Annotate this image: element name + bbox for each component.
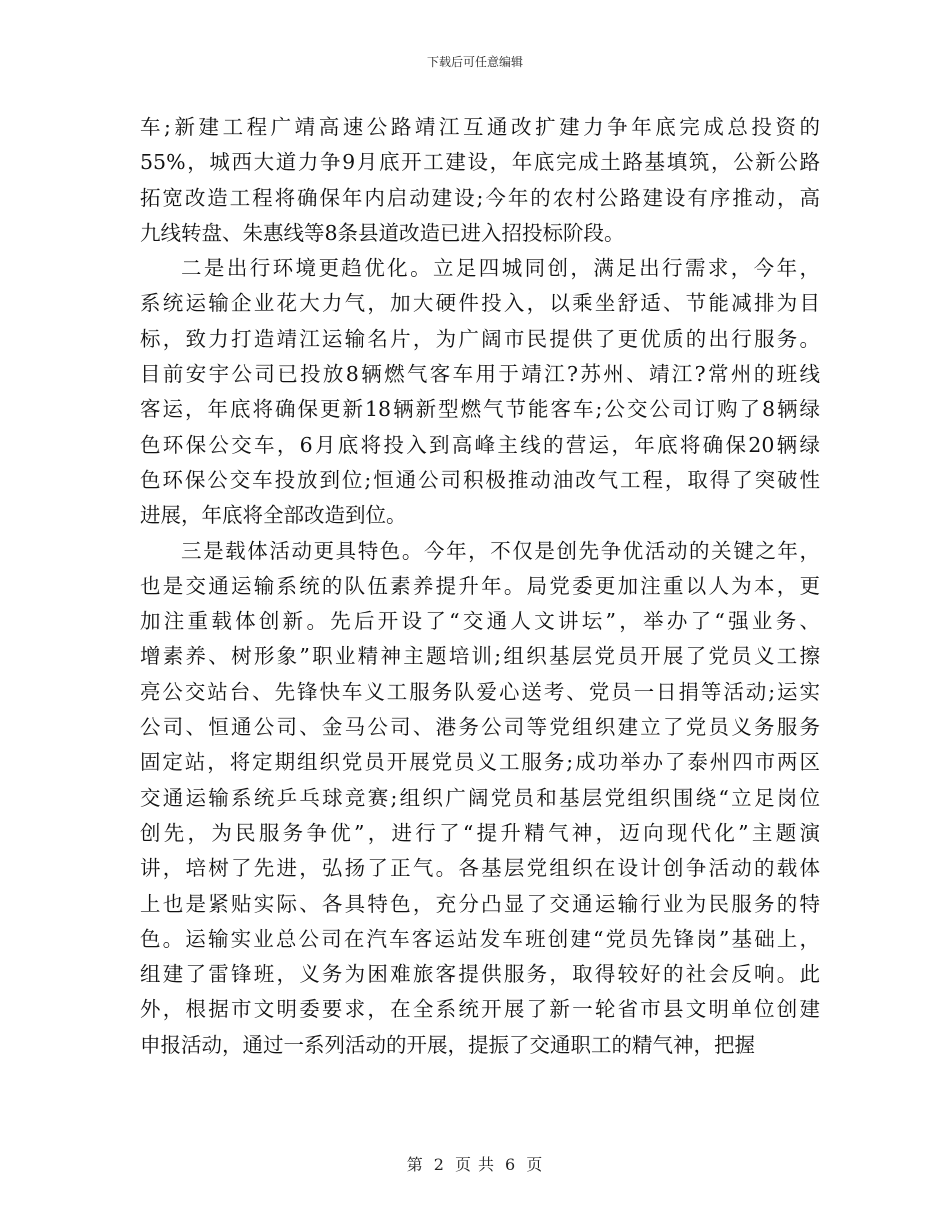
page-header: 下载后可任意编辑 — [426, 55, 523, 69]
text-line: 色环保公交车投放到位;恒通公司积极推动油改气工程，取得了突破性 — [140, 467, 820, 492]
text-line: 色。运输实业总公司在汽车客运站发车班创建“党员先锋岗”基础上， — [140, 926, 820, 951]
text-line: 标，致力打造靖江运输名片，为广阔市民提供了更优质的出行服务。 — [140, 326, 820, 351]
text-line: 系统运输企业花大力气，加大硬件投入，以乘坐舒适、节能减排为目 — [140, 291, 820, 316]
text-line: 讲，培树了先进，弘扬了正气。各基层党组织在设计创争活动的载体 — [140, 856, 820, 881]
text-line: 目前安宇公司已投放8辆燃气客车用于靖江?苏州、靖江?常州的班线 — [140, 362, 820, 387]
text-line: 亮公交站台、先锋快车义工服务队爱心送考、党员一日捐等活动;运实 — [140, 679, 820, 704]
text-line: 加注重载体创新。先后开设了“交通人文讲坛”，举办了“强业务、 — [140, 609, 820, 634]
text-line: 公司、恒通公司、金马公司、港务公司等党组织建立了党员义务服务 — [140, 715, 820, 740]
paragraph — [140, 251, 820, 533]
paragraph — [140, 110, 820, 251]
text-line: 二是出行环境更趋优化。立足四城同创，满足出行需求，今年， — [181, 256, 820, 281]
text-line: 组建了雷锋班，义务为困难旅客提供服务，取得较好的社会反响。此 — [140, 962, 820, 987]
text-line: 也是交通运输系统的队伍素养提升年。局党委更加注重以人为本，更 — [140, 573, 820, 598]
text-line: 客运，年底将确保更新18辆新型燃气节能客车;公交公司订购了8辆绿 — [140, 397, 820, 422]
text-line: 拓宽改造工程将确保年内启动建设;今年的农村公路建设有序推动，高 — [140, 185, 820, 210]
text-line: 色环保公交车，6月底将投入到高峰主线的营运，年底将确保20辆绿 — [140, 432, 820, 457]
text-line: 三是载体活动更具特色。今年，不仅是创先争优活动的关键之年， — [181, 538, 820, 563]
text-line: 上也是紧贴实际、各具特色，充分凸显了交通运输行业为民服务的特 — [140, 891, 820, 916]
text-line: 车;新建工程广靖高速公路靖江互通改扩建力争年底完成总投资的 — [140, 115, 820, 139]
current-page-number: 2 — [433, 1155, 445, 1174]
text-line: 外，根据市文明委要求，在全系统开展了新一轮省市县文明单位创建 — [140, 997, 820, 1022]
footer-suffix: 页 — [526, 1155, 544, 1174]
paragraph — [140, 534, 820, 1063]
text-line: 固定站，将定期组织党员开展党员义工服务;成功举办了泰州四市两区 — [140, 750, 820, 775]
text-line: 55%，城西大道力争9月底开工建设，年底完成土路基填筑，公新公路 — [140, 150, 820, 175]
total-pages-number: 6 — [505, 1155, 517, 1174]
footer-mid: 页 共 — [454, 1155, 496, 1174]
text-line: 创先，为民服务争优”，进行了“提升精气神，迈向现代化”主题演 — [140, 820, 820, 845]
text-line: 进展，年底将全部改造到位。 — [140, 503, 407, 528]
text-line: 申报活动，通过一系列活动的开展，提振了交通职工的精气神，把握 — [140, 1032, 755, 1057]
page-footer — [0, 1155, 950, 1175]
footer-prefix: 第 — [406, 1155, 424, 1174]
document-body — [140, 110, 820, 1063]
text-line: 九线转盘、朱惠线等8条县道改造已进入招投标阶段。 — [140, 220, 625, 245]
text-line: 交通运输系统乒乓球竞赛;组织广阔党员和基层党组织围绕“立足岗位 — [140, 785, 820, 810]
text-line: 增素养、树形象”职业精神主题培训;组织基层党员开展了党员义工擦 — [140, 644, 820, 669]
